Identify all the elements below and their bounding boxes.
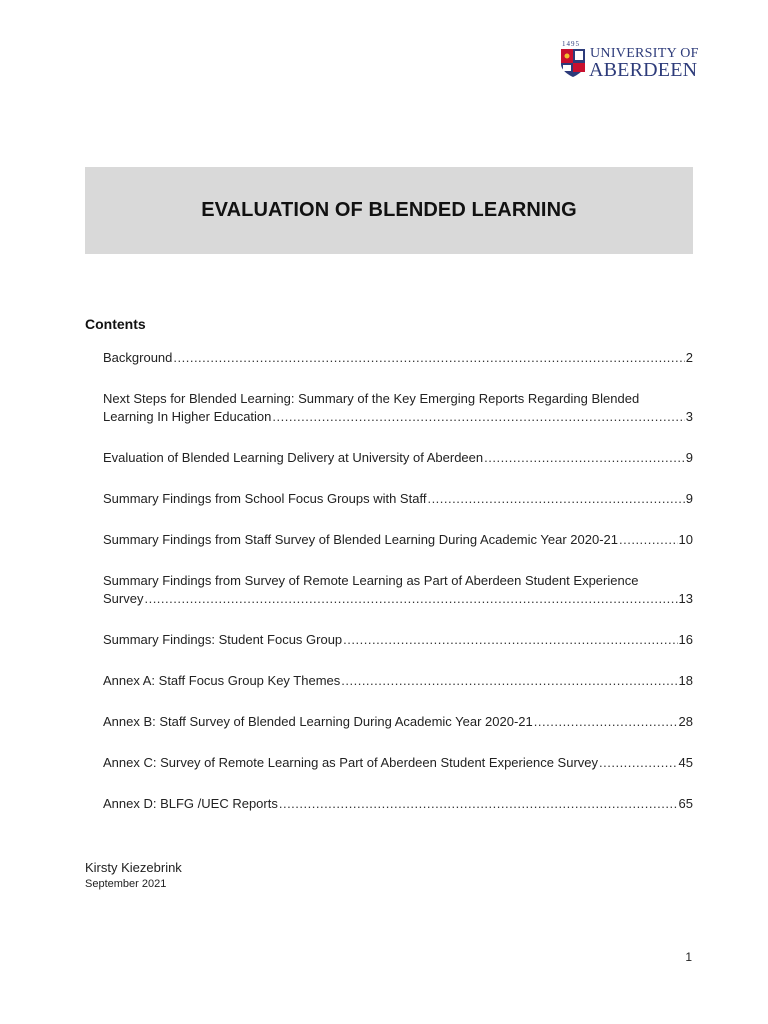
toc-page-number: 65 — [678, 796, 693, 811]
dot-leader — [619, 531, 678, 549]
toc-entry[interactable] — [103, 754, 693, 772]
toc-entry-title: Summary Findings from School Focus Groups with Staff — [103, 491, 427, 506]
toc-entry[interactable] — [103, 795, 693, 813]
toc-page-number: 9 — [685, 450, 693, 465]
document-title: EVALUATION OF BLENDED LEARNING — [201, 199, 577, 221]
toc-entry[interactable] — [103, 449, 693, 467]
toc-page-number: 13 — [678, 591, 693, 606]
dot-leader — [599, 754, 678, 772]
author-name: Kirsty Kiezebrink — [85, 860, 182, 875]
contents-heading: Contents — [85, 316, 146, 332]
dot-leader — [341, 672, 677, 690]
toc-entry-title: Evaluation of Blended Learning Delivery at University of Aberdeen — [103, 450, 484, 465]
toc-entry-title: Annex B: Staff Survey of Blended Learning During Academic Year 2020-21 — [103, 714, 533, 729]
crest-icon — [560, 48, 586, 78]
publication-date: September 2021 — [85, 878, 167, 890]
toc-entry[interactable] — [103, 713, 693, 731]
toc-entry-title: Annex A: Staff Focus Group Key Themes — [103, 673, 341, 688]
toc-entry[interactable] — [103, 490, 693, 508]
toc-page-number: 3 — [685, 409, 693, 424]
dot-leader — [272, 408, 684, 426]
toc-entry-title: Background — [103, 350, 173, 365]
toc-entry[interactable] — [103, 631, 693, 649]
table-of-contents — [103, 349, 693, 836]
dot-leader — [173, 349, 684, 367]
logo-line-2: ABERDEEN — [589, 59, 698, 81]
toc-entry[interactable] — [103, 672, 693, 690]
title-banner — [85, 167, 693, 254]
logo-year: 1495 — [562, 40, 580, 48]
toc-entry[interactable] — [103, 349, 693, 367]
dot-leader — [534, 713, 678, 731]
toc-page-number: 45 — [678, 755, 693, 770]
toc-entry-title: Summary Findings: Student Focus Group — [103, 632, 343, 647]
toc-page-number: 10 — [678, 532, 693, 547]
toc-page-number: 16 — [678, 632, 693, 647]
dot-leader — [343, 631, 677, 649]
toc-entry[interactable] — [103, 531, 693, 549]
toc-page-number: 18 — [678, 673, 693, 688]
toc-page-number: 9 — [685, 491, 693, 506]
toc-entry-title: Annex D: BLFG /UEC Reports — [103, 796, 278, 811]
logo-line-1: UNIVERSITY OF — [590, 46, 699, 61]
toc-entry-title: Annex C: Survey of Remote Learning as Part of Aberdeen Student Experience Survey — [103, 755, 599, 770]
toc-page-number: 28 — [678, 714, 693, 729]
university-logo — [560, 40, 699, 82]
toc-page-number: 2 — [685, 350, 693, 365]
toc-entry-title-line: Summary Findings from Survey of Remote Learning as Part of Aberdeen Student Experience — [103, 573, 639, 588]
page-number: 1 — [685, 950, 692, 964]
dot-leader — [484, 449, 685, 467]
toc-entry-title: Survey — [103, 591, 144, 606]
dot-leader — [144, 590, 677, 608]
toc-entry[interactable] — [103, 572, 693, 608]
dot-leader — [427, 490, 684, 508]
toc-entry[interactable] — [103, 390, 693, 426]
toc-entry-title-line: Next Steps for Blended Learning: Summary of the Key Emerging Reports Regarding Blended — [103, 391, 640, 406]
toc-entry-title: Learning In Higher Education — [103, 409, 272, 424]
dot-leader — [279, 795, 678, 813]
toc-entry-title: Summary Findings from Staff Survey of Blended Learning During Academic Year 2020-21 — [103, 532, 618, 547]
